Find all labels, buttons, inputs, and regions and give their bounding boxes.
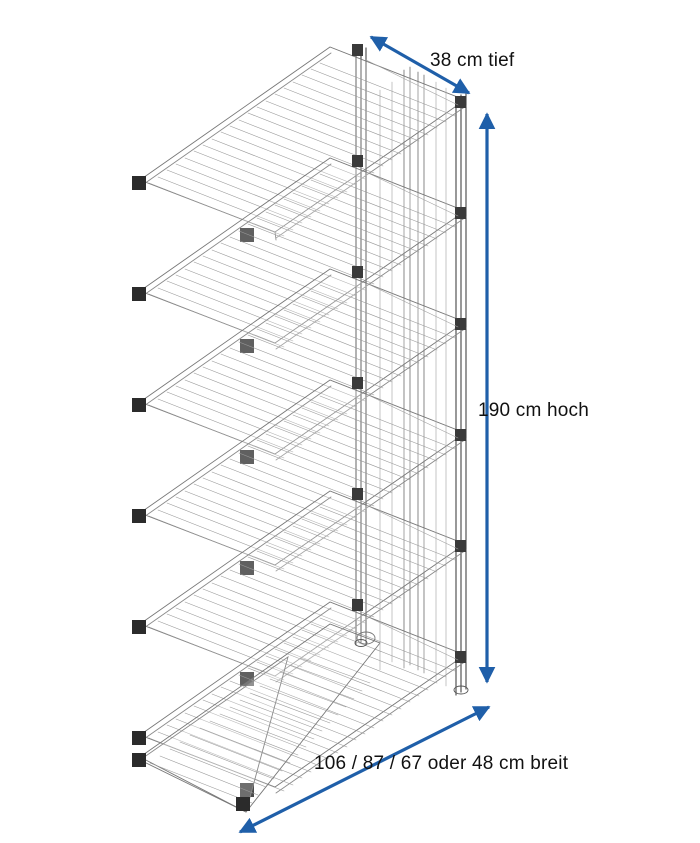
depth-dimension-label: 38 cm tief [430,50,515,71]
side-bracing [366,60,458,686]
width-dimension-label: 106 / 87 / 67 oder 48 cm breit [314,753,569,774]
height-dimension-label: 190 cm hoch [478,400,589,421]
shelf-unit-drawing [132,44,468,812]
